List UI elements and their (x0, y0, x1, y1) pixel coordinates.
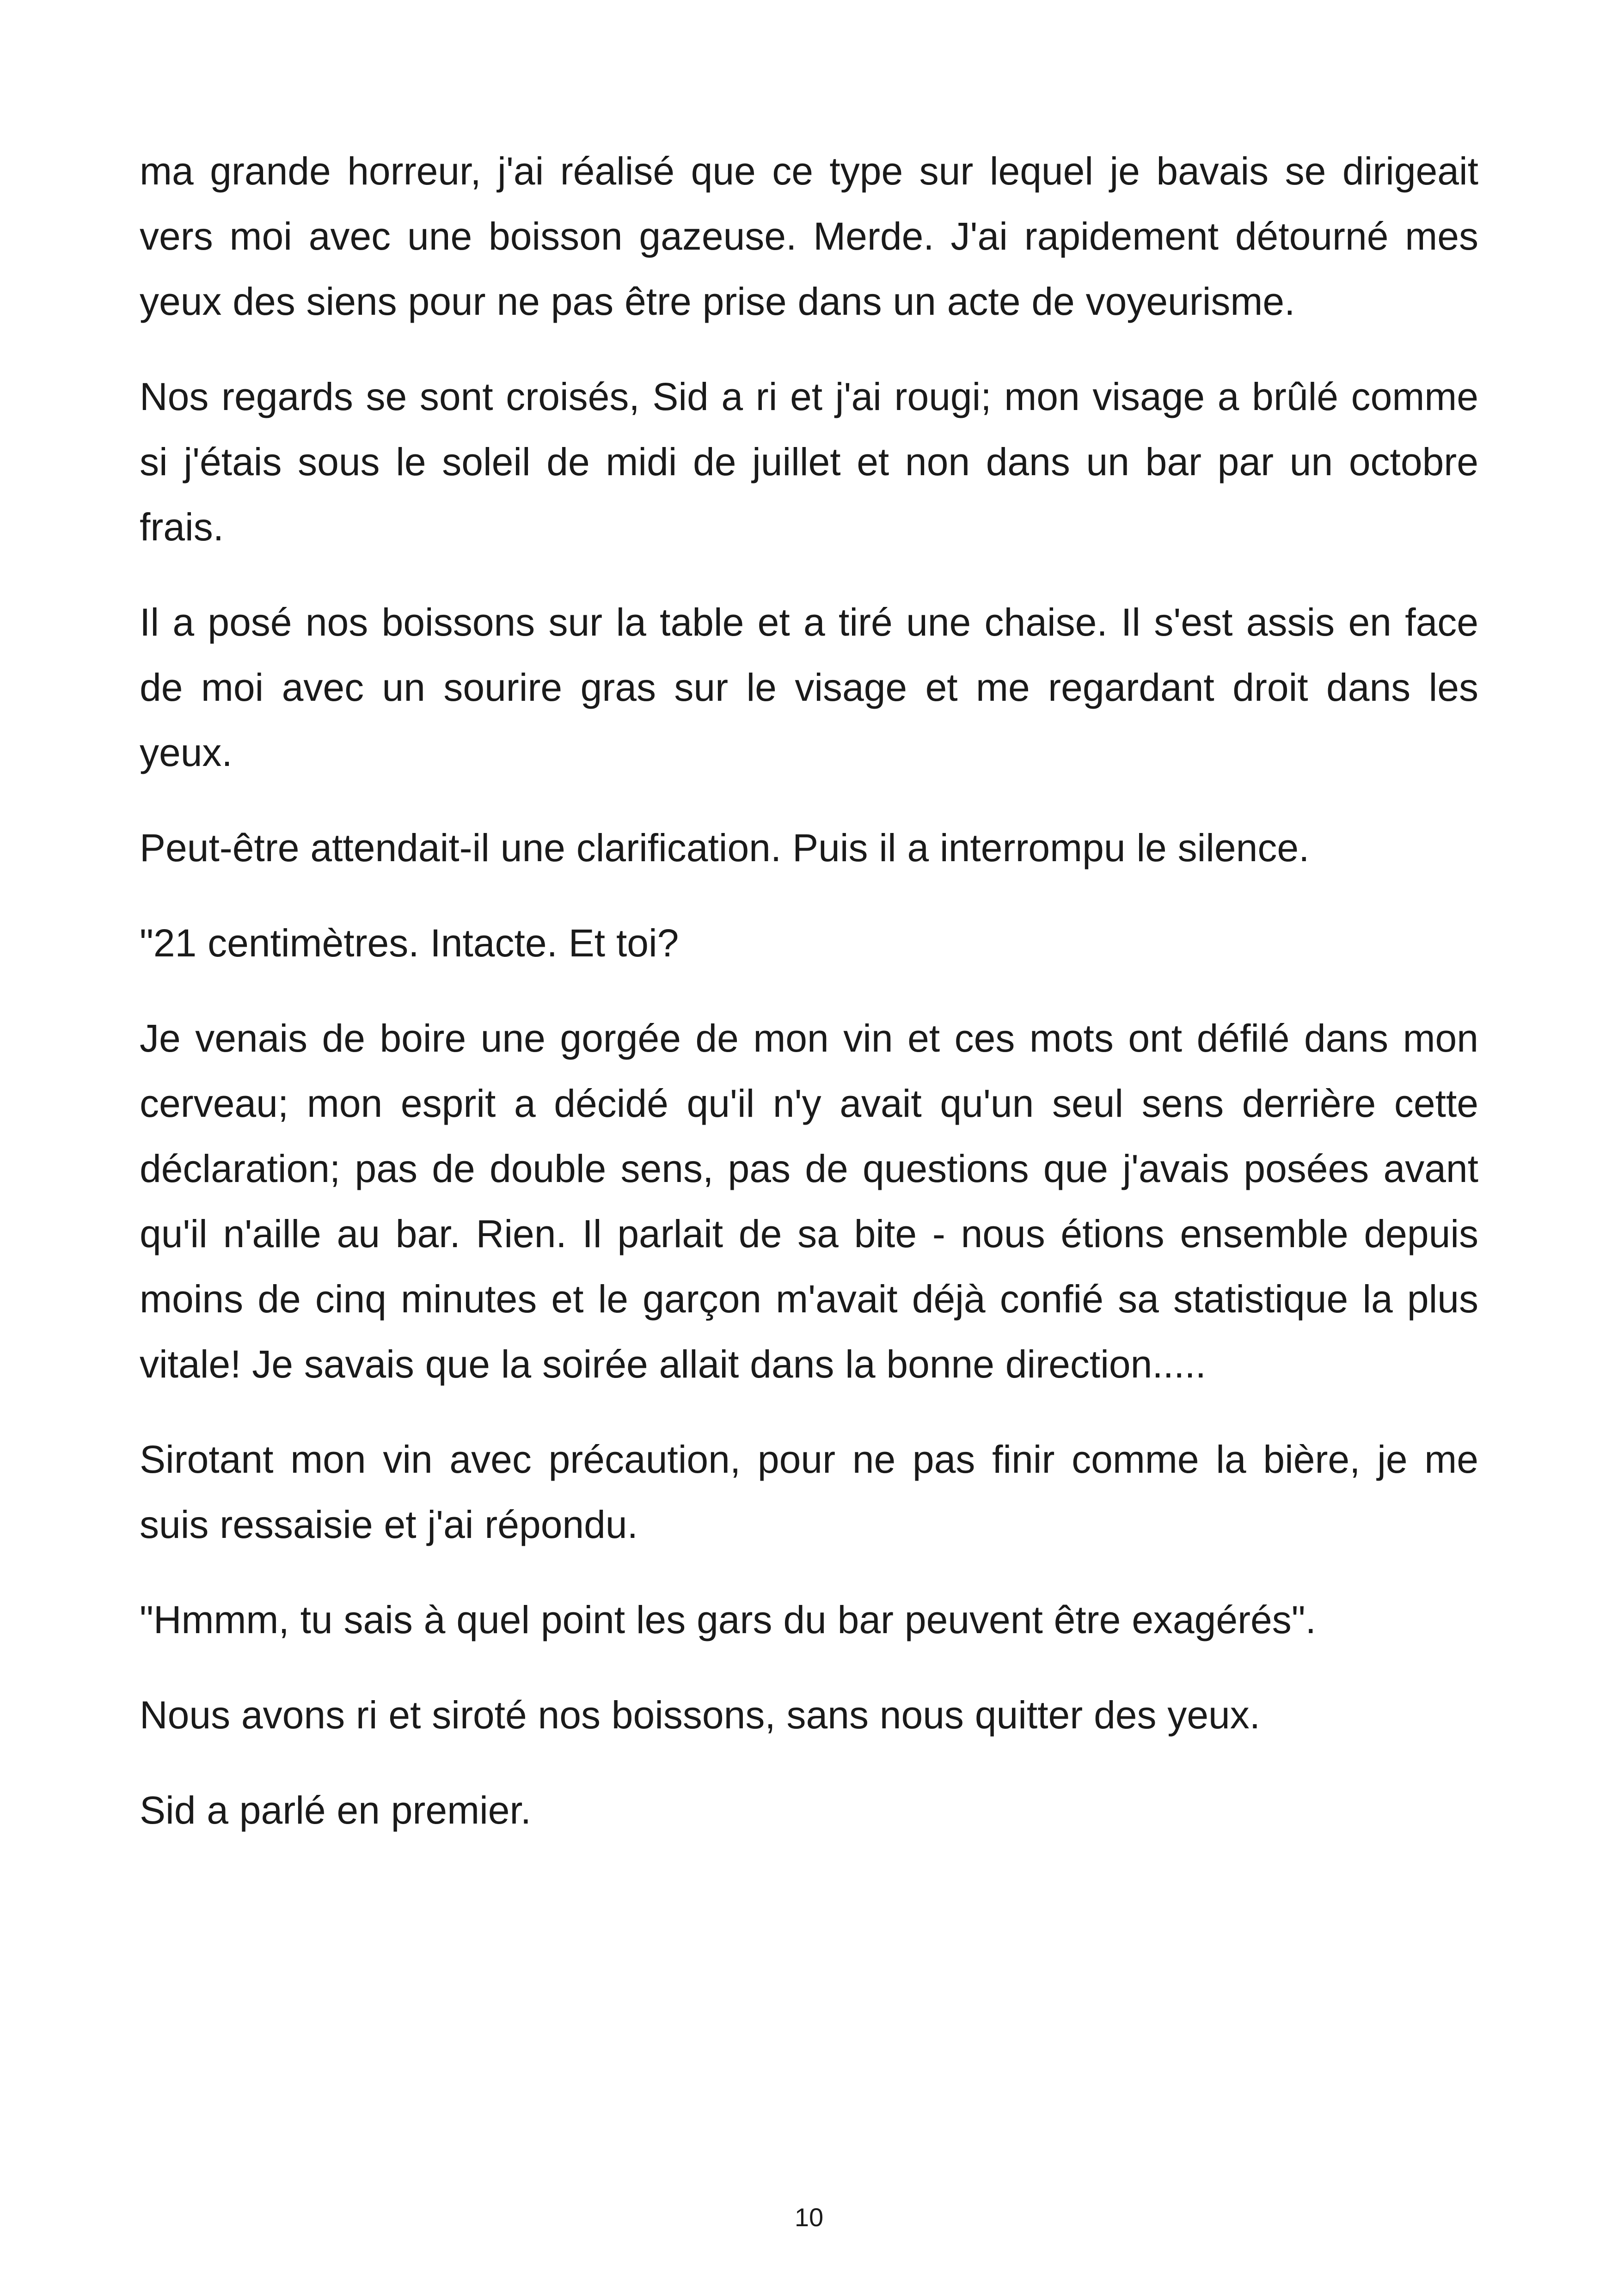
paragraph: Peut-être attendait-il une clarification. Puis il a interrompu le silence. (140, 826, 1310, 869)
paragraph: Nos regards se sont croisés, Sid a ri et j'ai rougi; mon visage a brûlé comme si j'étais sous le soleil de midi de juillet et non dans un bar par un octobre frais. (140, 375, 1478, 549)
paragraph: Il a posé nos boissons sur la table et a tiré une chaise. Il s'est assis en face de moi avec un sourire gras sur le visage et me regardant droit dans les yeux. (140, 600, 1478, 774)
paragraph: Je venais de boire une gorgée de mon vin et ces mots ont défilé dans mon cerveau; mon esprit a décidé qu'il n'y avait qu'un seul sens derrière cette déclaration; pas de double sens, pas de questions que j'avais posées avant qu'il n'aille au bar. Rien. Il parlait de sa bite - nous étions ensemble depuis moins de cinq minutes et le garçon m'avait déjà confié sa statistique la plus vitale! Je savais que la soirée allait dans la bonne direction..... (140, 1016, 1478, 1386)
paragraph: Sid a parlé en premier. (140, 1788, 532, 1832)
body-text (140, 139, 1478, 1873)
page-number: 10 (794, 2203, 824, 2232)
paragraph: "21 centimètres. Intacte. Et toi? (140, 921, 679, 965)
paragraph: "Hmmm, tu sais à quel point les gars du bar peuvent être exagérés". (140, 1598, 1316, 1641)
paragraph: Sirotant mon vin avec précaution, pour ne pas finir comme la bière, je me suis ressaisie et j'ai répondu. (140, 1438, 1478, 1546)
paragraph: Nous avons ri et siroté nos boissons, sans nous quitter des yeux. (140, 1693, 1261, 1737)
paragraph: ma grande horreur, j'ai réalisé que ce type sur lequel je bavais se dirigeait vers moi avec une boisson gazeuse. Merde. J'ai rapidement détourné mes yeux des siens pour ne pas être prise dans un acte de voyeurisme. (140, 149, 1478, 323)
